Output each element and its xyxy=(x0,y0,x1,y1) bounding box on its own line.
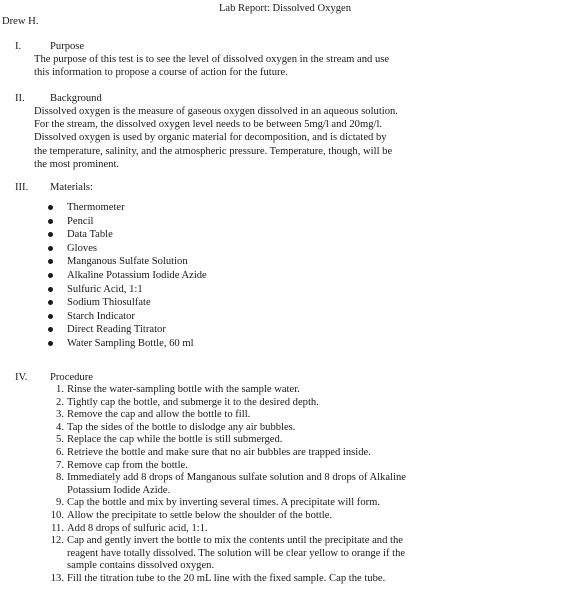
step-text: Allow the precipitate to settle below the shoulder of the bottle. xyxy=(67,509,333,521)
step-text: Fill the titration tube to the 20 mL line with the fixed sample. Cap the tube. xyxy=(67,572,386,584)
section-heading: Background xyxy=(50,93,102,104)
material-label: Thermometer xyxy=(67,202,125,213)
procedure-step xyxy=(0,422,420,435)
bullet-icon xyxy=(48,314,53,319)
bullet-icon xyxy=(48,341,53,346)
section-numeral: II. xyxy=(15,93,25,104)
background-text: Dissolved oxygen is the measure of gaseous oxygen dissolved in an aqueous solution. For the stream, the dissolved oxygen level needs to be between 5mg/l and 20mg/l. Dissolved oxygen is used by organic material for decomposition, and is dictated by the temperature, salinity, and the atmospheric pressure. Temperature, though, will be the most prominent. xyxy=(34,106,398,170)
step-text: Cap and gently invert the bottle to mix the contents until the precipitate and the reagent have totally dissolved. The solution will be clear yellow to orange if the sample contains dissolved oxygen. xyxy=(67,535,406,572)
material-item xyxy=(0,283,207,297)
material-item xyxy=(0,242,207,256)
material-label: Water Sampling Bottle, 60 ml xyxy=(67,337,194,349)
procedure-step xyxy=(0,460,420,473)
bullet-icon xyxy=(48,273,53,278)
bullet-icon xyxy=(48,287,53,292)
procedure-step xyxy=(0,384,420,397)
step-number: 9. xyxy=(56,497,64,509)
material-item xyxy=(0,296,207,310)
bullet-icon xyxy=(48,246,53,251)
section-numeral: I. xyxy=(15,41,22,52)
material-item xyxy=(0,255,207,269)
step-text: Remove cap from the bottle. xyxy=(67,459,188,471)
procedure-list xyxy=(0,384,420,586)
step-number: 4. xyxy=(56,421,64,433)
material-label: Sulfuric Acid, 1:1 xyxy=(67,283,143,295)
bullet-icon xyxy=(48,327,53,332)
step-number: 5. xyxy=(56,434,64,446)
step-number: 12. xyxy=(50,535,64,547)
step-number: 1. xyxy=(56,384,64,395)
material-label: Gloves xyxy=(67,242,98,254)
procedure-step xyxy=(0,510,420,523)
section-heading: Procedure xyxy=(50,372,93,383)
procedure-step xyxy=(0,434,420,447)
step-text: Tightly cap the bottle, and submerge it to the desired depth. xyxy=(67,396,319,408)
bullet-icon xyxy=(48,300,53,305)
material-label: Alkaline Potassium Iodide Azide xyxy=(67,269,207,281)
procedure-step xyxy=(0,447,420,460)
step-text: Add 8 drops of sulfuric acid, 1:1. xyxy=(67,522,208,534)
material-label: Pencil xyxy=(67,215,94,227)
step-text: Remove the cap and allow the bottle to fill. xyxy=(67,409,251,421)
section-heading: Materials: xyxy=(50,182,93,193)
step-text: Replace the cap while the bottle is still submerged. xyxy=(67,434,283,446)
step-text: Rinse the water-sampling bottle with the sample water. xyxy=(67,384,300,395)
procedure-step xyxy=(0,573,420,586)
section-heading: Purpose xyxy=(50,41,85,52)
step-number: 10. xyxy=(50,509,64,521)
material-label: Manganous Sulfate Solution xyxy=(67,256,188,268)
section-numeral: IV. xyxy=(15,372,28,383)
bullet-icon xyxy=(48,232,53,237)
procedure-step xyxy=(0,535,420,573)
material-label: Starch Indicator xyxy=(67,310,135,322)
section-numeral: III. xyxy=(15,182,29,193)
materials-list xyxy=(0,201,207,351)
procedure-step xyxy=(0,472,420,497)
step-text: Immediately add 8 drops of Manganous sulfate solution and 8 drops of Alkaline Potassium Iodide Azide. xyxy=(67,472,406,496)
material-item xyxy=(0,310,207,324)
step-number: 11. xyxy=(51,522,64,534)
material-item xyxy=(0,269,207,283)
step-number: 7. xyxy=(56,459,64,471)
step-number: 13. xyxy=(50,572,64,584)
step-number: 8. xyxy=(56,472,64,484)
material-item xyxy=(0,228,207,242)
step-number: 6. xyxy=(56,446,64,458)
procedure-step xyxy=(0,409,420,422)
author-name: Drew H. xyxy=(2,16,39,27)
step-text: Tap the sides of the bottle to dislodge any air bubbles. xyxy=(67,421,296,433)
material-label: Data Table xyxy=(67,229,113,241)
bullet-icon xyxy=(48,259,53,264)
bullet-icon xyxy=(48,219,53,224)
material-label: Direct Reading Titrator xyxy=(67,324,166,336)
document-title: Lab Report: Dissolved Oxygen xyxy=(218,3,352,14)
step-number: 3. xyxy=(56,409,64,421)
procedure-step xyxy=(0,397,420,410)
material-item xyxy=(0,215,207,229)
material-item xyxy=(0,323,207,337)
procedure-step xyxy=(0,523,420,536)
bullet-icon xyxy=(48,205,53,210)
step-text: Cap the bottle and mix by inverting several times. A precipitate will form. xyxy=(67,497,381,509)
purpose-text: The purpose of this test is to see the level of dissolved oxygen in the stream and use this information to propose a course of action for the future. xyxy=(34,54,390,79)
material-item xyxy=(0,337,207,351)
step-text: Retrieve the bottle and make sure that no air bubbles are trapped inside. xyxy=(67,446,371,458)
material-label: Sodium Thiosulfate xyxy=(67,297,151,309)
step-number: 2. xyxy=(56,396,64,408)
procedure-step xyxy=(0,497,420,510)
material-item xyxy=(0,201,207,215)
